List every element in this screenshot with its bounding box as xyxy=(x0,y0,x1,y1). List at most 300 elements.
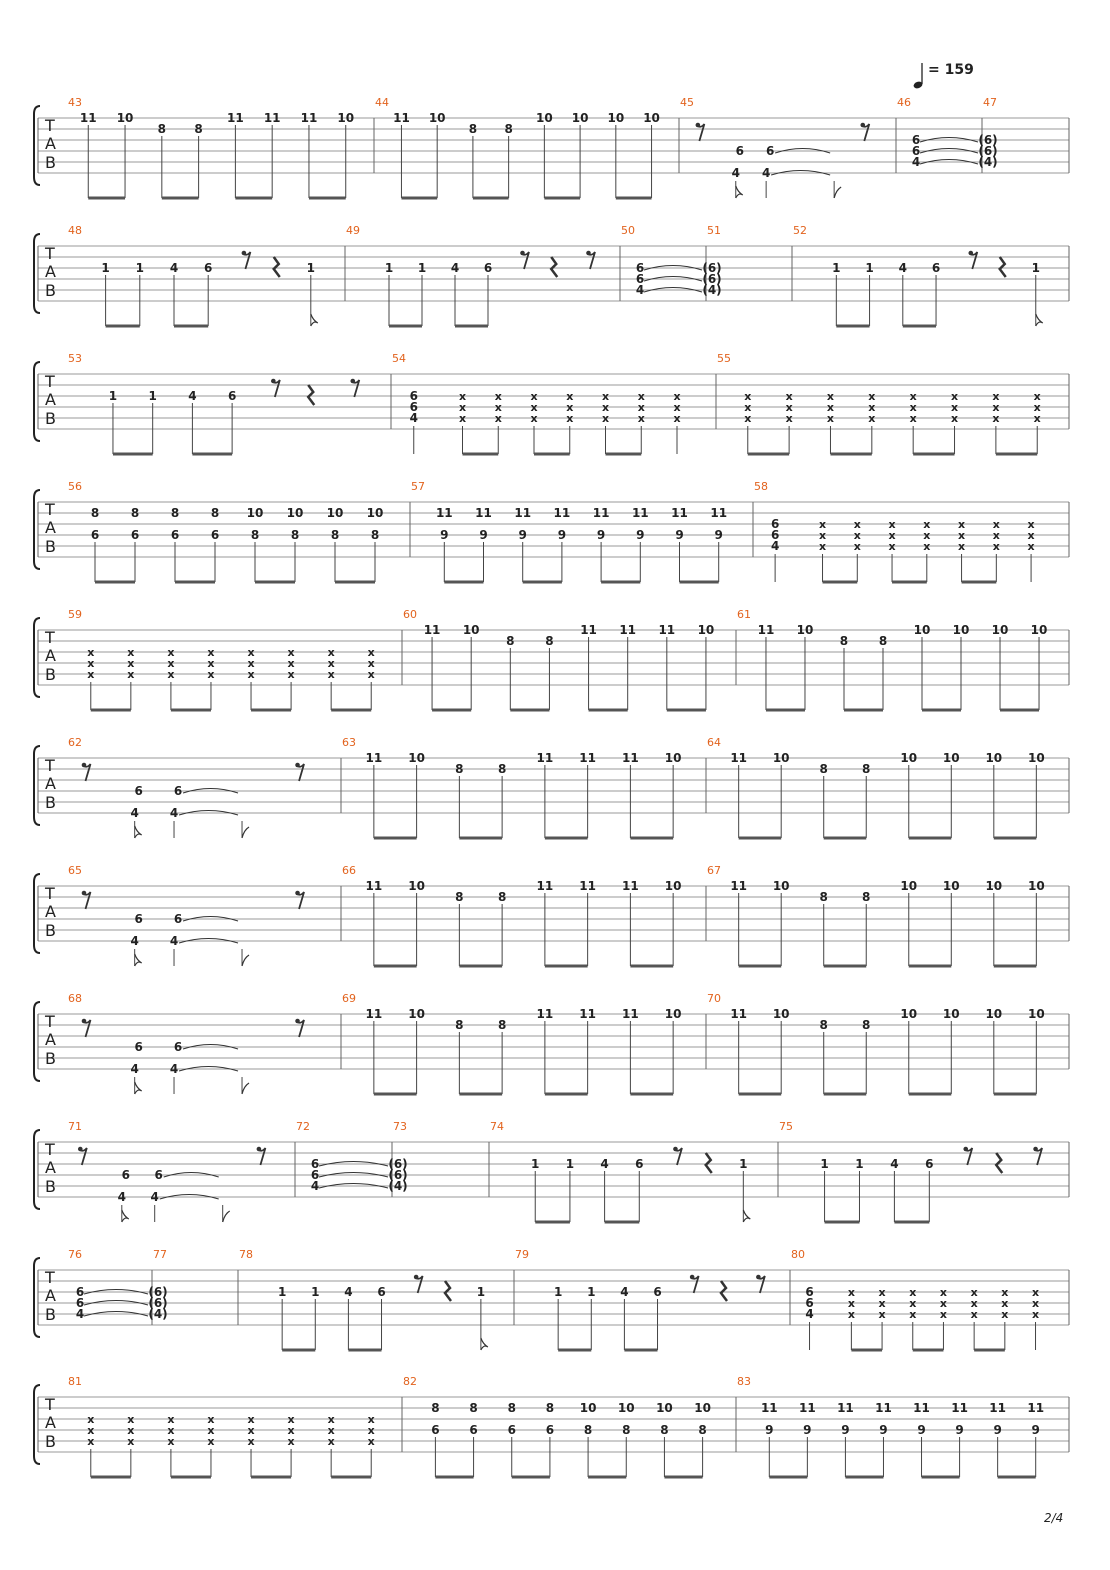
fret-number: x xyxy=(566,412,574,425)
fret-number: 10 xyxy=(985,879,1003,893)
fret-number: 8 xyxy=(431,1401,440,1415)
fret-number: 8 xyxy=(660,1423,669,1437)
eighth-rest-dot xyxy=(696,123,701,128)
fret-number: 11 xyxy=(671,506,688,520)
tab-clef-a: A xyxy=(45,774,56,793)
fret-number: 4 xyxy=(890,1157,899,1171)
fret-number: 6 xyxy=(130,528,140,542)
fret-number: 11 xyxy=(951,1401,968,1415)
fret-number: x xyxy=(970,1286,978,1299)
fret-number: 6 xyxy=(925,1157,934,1171)
measure-number: 66 xyxy=(342,864,356,877)
fret-number: x xyxy=(785,390,793,403)
fret-number: 1 xyxy=(553,1285,563,1299)
fret-number: 10 xyxy=(607,111,625,125)
fret-number: 10 xyxy=(462,623,480,637)
fret-number: 4 xyxy=(130,934,139,948)
fret-number: x xyxy=(868,401,876,414)
fret-number: x xyxy=(327,1435,335,1448)
fret-number: x xyxy=(247,1424,255,1437)
tab-system xyxy=(0,220,1110,330)
fret-number: 4 xyxy=(409,411,418,425)
measure-number: 67 xyxy=(707,864,721,877)
tab-clef-b: B xyxy=(45,1049,56,1068)
fret-number: 8 xyxy=(90,506,100,520)
fret-number: 4 xyxy=(150,1190,159,1204)
tab-clef-a: A xyxy=(45,390,56,409)
fret-number: x xyxy=(367,657,375,670)
fret-number: x xyxy=(167,657,175,670)
fret-number: 8 xyxy=(698,1423,707,1437)
fret-number: 4 xyxy=(635,283,645,297)
fret-number: 6 xyxy=(635,1157,644,1171)
fret-number: 10 xyxy=(900,879,918,893)
fret-number: 10 xyxy=(942,751,960,765)
fret-number: 11 xyxy=(227,111,244,125)
fret-number: x xyxy=(878,1308,886,1321)
fret-number: 1 xyxy=(384,261,394,275)
measure-number: 55 xyxy=(717,352,731,365)
fret-number: x xyxy=(785,412,793,425)
fret-number: x xyxy=(992,390,1000,403)
fret-number: 11 xyxy=(592,506,610,520)
tab-clef-a: A xyxy=(45,1413,56,1432)
measure-number: 72 xyxy=(296,1120,310,1133)
eighth-rest-dot xyxy=(82,1019,87,1024)
fret-number: 10 xyxy=(408,751,425,765)
fret-number: 10 xyxy=(664,1007,682,1021)
fret-number: x xyxy=(566,401,574,414)
fret-number: 6 xyxy=(170,528,180,542)
fret-number: 6 xyxy=(173,784,183,798)
fret-number: 11 xyxy=(536,879,554,893)
fret-number: 10 xyxy=(1027,751,1045,765)
eighth-flag xyxy=(311,314,318,326)
fret-number: 11 xyxy=(536,1007,554,1021)
fret-number: 8 xyxy=(497,1018,507,1032)
quarter-rest-icon xyxy=(551,257,557,277)
fret-number: x xyxy=(909,1297,917,1310)
eighth-flag xyxy=(242,1083,249,1094)
fret-number: x xyxy=(494,401,502,414)
fret-number: x xyxy=(847,1297,855,1310)
fret-number: x xyxy=(287,646,295,659)
fret-number: 10 xyxy=(900,751,918,765)
fret-number: x xyxy=(327,1424,335,1437)
fret-number: x xyxy=(167,1424,175,1437)
tab-system xyxy=(0,988,1110,1098)
fret-number: 4 xyxy=(731,166,740,180)
tab-system xyxy=(0,348,1110,458)
fret-number: 4 xyxy=(310,1179,320,1193)
fret-number: 11 xyxy=(579,1007,596,1021)
fret-number: x xyxy=(992,412,1000,425)
eighth-flag xyxy=(135,1082,142,1094)
fret-number: x xyxy=(909,1308,917,1321)
fret-number: 10 xyxy=(408,1007,425,1021)
fret-number: 10 xyxy=(900,1007,918,1021)
measure-number: 47 xyxy=(983,96,997,109)
fret-number: 10 xyxy=(428,111,446,125)
fret-number: x xyxy=(818,540,827,553)
fret-number: 11 xyxy=(514,506,532,520)
fret-number: 9 xyxy=(557,528,567,542)
tab-staff xyxy=(0,220,1110,330)
measure-number: 59 xyxy=(68,608,82,621)
tab-staff xyxy=(0,476,1110,586)
fret-number: 8 xyxy=(370,528,380,542)
eighth-rest-dot xyxy=(82,763,87,768)
fret-number: x xyxy=(826,401,835,414)
eighth-rest-dot xyxy=(673,1147,678,1152)
fret-number: 6 xyxy=(545,1423,555,1437)
quarter-rest-icon xyxy=(445,1281,451,1301)
fret-number: 1 xyxy=(565,1157,575,1171)
tab-clef-t: T xyxy=(45,884,55,903)
fret-number: x xyxy=(923,518,931,531)
fret-number: x xyxy=(367,1435,375,1448)
fret-number: x xyxy=(327,1413,335,1426)
fret-number: x xyxy=(494,412,502,425)
eighth-rest-dot xyxy=(968,251,973,256)
fret-number: x xyxy=(1031,1308,1040,1321)
fret-number: 11 xyxy=(757,623,775,637)
fret-number: 1 xyxy=(531,1157,540,1171)
eighth-rest-dot xyxy=(271,379,276,384)
tab-clef-t: T xyxy=(45,628,55,647)
fret-number: x xyxy=(1033,412,1041,425)
fret-number: x xyxy=(853,540,861,553)
fret-number: 11 xyxy=(365,879,383,893)
fret-number: x xyxy=(744,412,752,425)
fret-number: x xyxy=(992,540,1000,553)
eighth-rest-dot xyxy=(414,1275,419,1280)
measure-number: 60 xyxy=(403,608,417,621)
measure-number: 68 xyxy=(68,992,82,1005)
fret-number: x xyxy=(127,657,135,670)
fret-number: 4 xyxy=(761,166,771,180)
fret-number: x xyxy=(327,646,335,659)
fret-number: 8 xyxy=(583,1423,593,1437)
fret-number: 9 xyxy=(596,528,606,542)
fret-number: 1 xyxy=(108,389,118,403)
fret-number: 6 xyxy=(75,1296,85,1310)
measure-number: 43 xyxy=(68,96,82,109)
fret-number: 11 xyxy=(435,506,453,520)
fret-number: 4 xyxy=(911,155,921,169)
measure-number: 76 xyxy=(68,1248,82,1261)
fret-number: 11 xyxy=(580,623,597,637)
fret-number: 11 xyxy=(1027,1401,1045,1415)
fret-number: 11 xyxy=(365,751,383,765)
measure-number: 77 xyxy=(153,1248,167,1261)
fret-number: 8 xyxy=(194,122,203,136)
fret-number: x xyxy=(909,401,917,414)
eighth-flag xyxy=(481,1338,488,1350)
measure-number: 73 xyxy=(393,1120,407,1133)
fret-number: (4) xyxy=(148,1307,168,1321)
measure-number: 80 xyxy=(791,1248,805,1261)
fret-number: x xyxy=(207,1435,215,1448)
fret-number: (4) xyxy=(702,283,722,297)
fret-number: x xyxy=(127,668,135,681)
fret-number: 10 xyxy=(617,1401,635,1415)
tab-system xyxy=(0,1244,1110,1354)
measure-number: 65 xyxy=(68,864,82,877)
fret-number: 11 xyxy=(730,1007,748,1021)
fret-number: 6 xyxy=(173,912,183,926)
fret-number: 8 xyxy=(819,762,828,776)
fret-number: x xyxy=(87,1413,95,1426)
fret-number: x xyxy=(878,1297,886,1310)
fret-number: x xyxy=(637,412,645,425)
fret-number: 6 xyxy=(635,261,645,275)
fret-number: 1 xyxy=(865,261,874,275)
fret-number: 6 xyxy=(770,517,780,531)
quarter-rest-icon xyxy=(706,1153,712,1173)
fret-number: 10 xyxy=(991,623,1009,637)
tempo-value: = 159 xyxy=(928,62,974,78)
tab-system xyxy=(0,1371,1110,1481)
eighth-flag xyxy=(242,827,249,838)
fret-number: 8 xyxy=(130,506,140,520)
fret-number: x xyxy=(530,390,538,403)
fret-number: x xyxy=(637,390,645,403)
tab-staff xyxy=(0,1116,1110,1226)
tab-clef-b: B xyxy=(45,409,56,428)
fret-number: 8 xyxy=(469,1401,478,1415)
fret-number: x xyxy=(127,1424,135,1437)
fret-number: 9 xyxy=(955,1423,964,1437)
fret-number: x xyxy=(853,529,861,542)
fret-number: x xyxy=(530,412,538,425)
tab-clef-t: T xyxy=(45,756,55,775)
fret-number: 1 xyxy=(277,1285,287,1299)
eighth-flag xyxy=(122,1210,129,1222)
fret-number: x xyxy=(826,390,835,403)
fret-number: 9 xyxy=(675,528,684,542)
fret-number: 4 xyxy=(805,1307,814,1321)
fret-number: 4 xyxy=(169,934,179,948)
fret-number: 8 xyxy=(862,762,871,776)
fret-number: 1 xyxy=(1031,261,1040,275)
fret-number: 8 xyxy=(878,634,888,648)
fret-number: x xyxy=(868,412,876,425)
eighth-flag xyxy=(242,955,249,966)
fret-number: 10 xyxy=(664,751,682,765)
fret-number: x xyxy=(1001,1308,1009,1321)
measure-number: 63 xyxy=(342,736,356,749)
fret-number: (6) xyxy=(388,1157,408,1171)
fret-number: 8 xyxy=(862,890,871,904)
fret-number: x xyxy=(207,657,215,670)
fret-number: 1 xyxy=(311,1285,320,1299)
tab-system xyxy=(0,1116,1110,1226)
fret-number: 9 xyxy=(879,1423,888,1437)
fret-number: 8 xyxy=(497,762,507,776)
fret-number: 4 xyxy=(898,261,907,275)
fret-number: 11 xyxy=(622,1007,639,1021)
fret-number: 9 xyxy=(440,528,449,542)
fret-number: x xyxy=(367,668,375,681)
measure-number: 46 xyxy=(897,96,911,109)
tab-clef-a: A xyxy=(45,1286,56,1305)
fret-number: x xyxy=(1027,529,1035,542)
measure-number: 74 xyxy=(490,1120,504,1133)
measure-number: 51 xyxy=(707,224,721,237)
fret-number: 11 xyxy=(837,1401,854,1415)
fret-number: x xyxy=(127,1413,135,1426)
tab-clef-a: A xyxy=(45,518,56,537)
fret-number: 10 xyxy=(1030,623,1048,637)
fret-number: 6 xyxy=(134,912,143,926)
fret-number: (6) xyxy=(702,272,722,286)
measure-number: 75 xyxy=(779,1120,793,1133)
tab-system xyxy=(0,860,1110,970)
measure-number: 50 xyxy=(621,224,635,237)
fret-number: x xyxy=(458,390,467,403)
fret-number: 11 xyxy=(536,751,554,765)
measure-number: 70 xyxy=(707,992,721,1005)
fret-number: 10 xyxy=(337,111,355,125)
fret-number: 6 xyxy=(310,1157,320,1171)
tab-staff xyxy=(0,1371,1110,1481)
fret-number: x xyxy=(458,412,467,425)
fret-number: x xyxy=(673,401,681,414)
eighth-rest-dot xyxy=(1033,1147,1038,1152)
fret-number: 6 xyxy=(154,1168,163,1182)
tab-system xyxy=(0,92,1110,202)
measure-number: 48 xyxy=(68,224,82,237)
fret-number: 1 xyxy=(855,1157,864,1171)
fret-number: 6 xyxy=(173,1040,183,1054)
fret-number: x xyxy=(970,1308,978,1321)
fret-number: x xyxy=(744,390,752,403)
measure-number: 49 xyxy=(346,224,360,237)
fret-number: 4 xyxy=(450,261,460,275)
fret-number: 8 xyxy=(468,122,478,136)
measure-number: 71 xyxy=(68,1120,82,1133)
fret-number: x xyxy=(958,529,966,542)
measure-number: 45 xyxy=(680,96,694,109)
fret-number: x xyxy=(673,412,681,425)
fret-number: 10 xyxy=(772,1007,790,1021)
fret-number: 9 xyxy=(518,528,527,542)
tab-clef-t: T xyxy=(45,1140,55,1159)
eighth-flag xyxy=(135,826,142,838)
measure-number: 62 xyxy=(68,736,82,749)
fret-number: x xyxy=(247,1413,255,1426)
fret-number: 10 xyxy=(985,751,1003,765)
fret-number: x xyxy=(287,668,295,681)
fret-number: x xyxy=(207,646,215,659)
fret-number: 1 xyxy=(148,389,157,403)
fret-number: x xyxy=(167,1435,175,1448)
tab-clef-b: B xyxy=(45,537,56,556)
tab-clef-b: B xyxy=(45,1305,56,1324)
fret-number: 10 xyxy=(952,623,970,637)
measure-number: 58 xyxy=(754,480,768,493)
tab-system xyxy=(0,732,1110,842)
fret-number: 10 xyxy=(579,1401,597,1415)
quarter-rest-icon xyxy=(996,1153,1002,1173)
tab-clef-t: T xyxy=(45,372,55,391)
fret-number: 1 xyxy=(820,1157,829,1171)
fret-number: 11 xyxy=(622,879,639,893)
fret-number: x xyxy=(637,401,645,414)
eighth-rest-dot xyxy=(295,1019,300,1024)
tab-clef-b: B xyxy=(45,1177,56,1196)
tab-clef-t: T xyxy=(45,1268,55,1287)
fret-number: 6 xyxy=(653,1285,662,1299)
fret-number: x xyxy=(287,1424,295,1437)
fret-number: x xyxy=(744,401,752,414)
tab-clef-b: B xyxy=(45,665,56,684)
fret-number: 4 xyxy=(130,1062,139,1076)
fret-number: 4 xyxy=(620,1285,629,1299)
fret-number: x xyxy=(785,401,793,414)
tab-clef-b: B xyxy=(45,793,56,812)
fret-number: 8 xyxy=(862,1018,871,1032)
fret-number: x xyxy=(818,529,827,542)
eighth-rest-dot xyxy=(78,1147,83,1152)
fret-number: x xyxy=(287,1435,295,1448)
fret-number: 10 xyxy=(643,111,660,125)
fret-number: 11 xyxy=(475,506,492,520)
fret-number: x xyxy=(853,518,861,531)
fret-number: 6 xyxy=(134,1040,143,1054)
fret-number: 10 xyxy=(697,623,715,637)
fret-number: 8 xyxy=(545,634,554,648)
fret-number: 8 xyxy=(455,890,464,904)
fret-number: 6 xyxy=(210,528,220,542)
fret-number: x xyxy=(923,529,931,542)
fret-number: (4) xyxy=(978,155,998,169)
tab-staff xyxy=(0,732,1110,842)
fret-number: 9 xyxy=(479,528,488,542)
fret-number: 11 xyxy=(622,751,639,765)
fret-number: x xyxy=(167,1413,175,1426)
eighth-rest-dot xyxy=(82,891,87,896)
fret-number: 4 xyxy=(117,1190,126,1204)
fret-number: 1 xyxy=(587,1285,596,1299)
fret-number: 10 xyxy=(1027,1007,1045,1021)
tab-system xyxy=(0,476,1110,586)
fret-number: x xyxy=(530,401,538,414)
eighth-rest-dot xyxy=(520,251,525,256)
fret-number: x xyxy=(167,646,175,659)
fret-number: 4 xyxy=(75,1307,85,1321)
tab-clef-a: A xyxy=(45,1158,56,1177)
fret-number: 6 xyxy=(227,389,237,403)
fret-number: x xyxy=(287,1413,295,1426)
fret-number: 6 xyxy=(90,528,100,542)
fret-number: x xyxy=(878,1286,886,1299)
fret-number: 6 xyxy=(121,1168,130,1182)
fret-number: 10 xyxy=(656,1401,673,1415)
fret-number: 9 xyxy=(714,528,723,542)
measure-number: 79 xyxy=(515,1248,529,1261)
fret-number: 10 xyxy=(694,1401,711,1415)
fret-number: x xyxy=(87,1424,95,1437)
fret-number: 6 xyxy=(134,784,143,798)
fret-number: 4 xyxy=(169,261,179,275)
fret-number: x xyxy=(673,390,681,403)
fret-number: 8 xyxy=(819,890,828,904)
fret-number: 6 xyxy=(735,144,744,158)
fret-number: 9 xyxy=(636,528,645,542)
fret-number: x xyxy=(247,657,255,670)
